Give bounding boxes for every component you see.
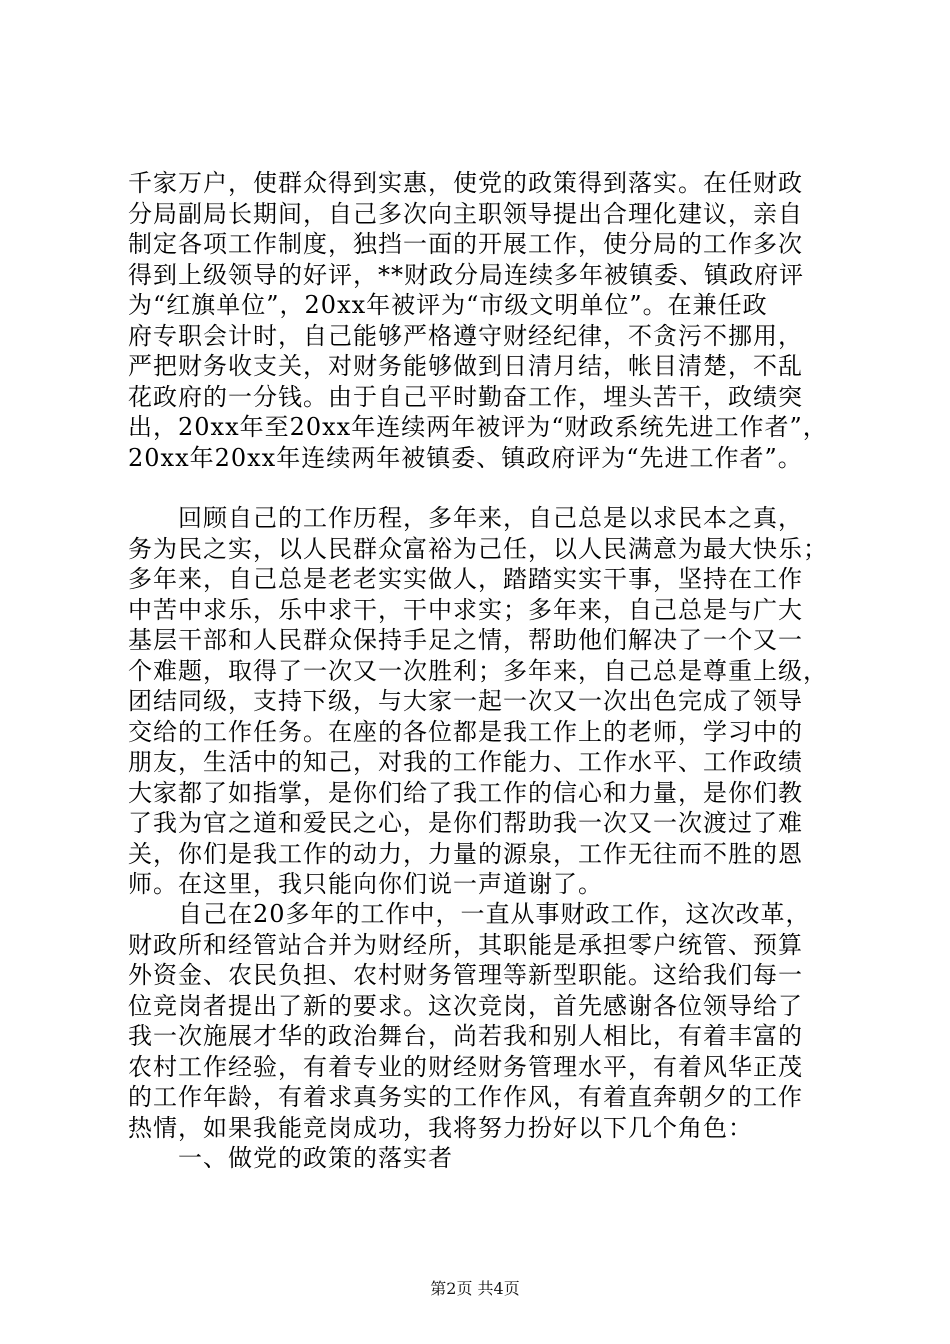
- text-line: 热情，如果我能竞岗成功，我将努力扮好以下几个角色：: [128, 1113, 753, 1142]
- text-line: 回顾自己的工作历程，多年来，自己总是以求民本之真，: [128, 504, 803, 532]
- text-line: 务为民之实，以人民群众富裕为己任，以人民满意为最大快乐；: [128, 534, 828, 563]
- text-line: 严把财务收支关，对财务能够做到日清月结，帐目清楚，不乱: [128, 352, 803, 380]
- text-line: 财政所和经管站合并为财经所，其职能是承担零户统管、预算: [128, 930, 803, 959]
- text-line: 位竞岗者提出了新的要求。这次竞岗，首先感谢各位领导给了: [128, 991, 803, 1020]
- text-line: 的工作年龄，有着求真务实的工作作风，有着直奔朝夕的工作: [128, 1083, 803, 1111]
- text-line: 分局副局长期间，自己多次向主职领导提出合理化建议，亲自: [128, 199, 803, 228]
- text-line: 朋友，生活中的知己，对我的工作能力、工作水平、工作政绩: [128, 748, 803, 776]
- text-line: 我一次施展才华的政治舞台，尚若我和别人相比，有着丰富的: [128, 1022, 803, 1050]
- text-line: 出，20xx年至20xx年连续两年被评为“财政系统先进工作者”，: [128, 413, 828, 441]
- text-line: 自己在20多年的工作中，一直从事财政工作，这次改革，: [128, 900, 811, 928]
- text-line: 20xx年20xx年连续两年被镇委、镇政府评为“先进工作者”。: [128, 443, 803, 472]
- text-line: 为“红旗单位”，20xx年被评为“市级文明单位”。在兼任政: [128, 291, 768, 319]
- text-line: 农村工作经验，有着专业的财经财务管理水平，有着风华正茂: [128, 1052, 803, 1081]
- text-line: 外资金、农民负担、农村财务管理等新型职能。这给我们每一: [128, 961, 803, 989]
- text-line: 基层干部和人民群众保持手足之情，帮助他们解决了一个又一: [128, 626, 803, 654]
- text-line: 一、做党的政策的落实者: [128, 1144, 453, 1172]
- text-line: 多年来，自己总是老老实实做人，踏踏实实干事，坚持在工作: [128, 565, 803, 593]
- text-line: 团结同级，支持下级，与大家一起一次又一次出色完成了领导: [128, 687, 803, 715]
- text-line: 了我为官之道和爱民之心，是你们帮助我一次又一次渡过了难: [128, 809, 803, 837]
- text-line: 府专职会计时，自己能够严格遵守财经纪律，不贪污不挪用，: [128, 321, 803, 350]
- text-line: 制定各项工作制度，独挡一面的开展工作，使分局的工作多次: [128, 230, 803, 258]
- page-footer: 第2页 共4页: [430, 1279, 520, 1298]
- text-line: 中苦中求乐，乐中求干，干中求实；多年来，自己总是与广大: [128, 595, 803, 624]
- text-line: 师。在这里，我只能向你们说一声道谢了。: [128, 870, 603, 898]
- text-line: 大家都了如指掌，是你们给了我工作的信心和力量，是你们教: [128, 778, 803, 807]
- text-line: 个难题，取得了一次又一次胜利；多年来，自己总是尊重上级，: [128, 656, 828, 685]
- text-line: 花政府的一分钱。由于自己平时勤奋工作，埋头苦干，政绩突: [128, 382, 803, 411]
- text-line: 得到上级领导的好评，**财政分局连续多年被镇委、镇政府评: [128, 260, 804, 289]
- text-line: 交给的工作任务。在座的各位都是我工作上的老师，学习中的: [128, 717, 803, 746]
- text-line: 千家万户，使群众得到实惠，使党的政策得到落实。在任财政: [128, 169, 803, 197]
- text-line: 关，你们是我工作的动力，力量的源泉，工作无往而不胜的恩: [128, 839, 803, 868]
